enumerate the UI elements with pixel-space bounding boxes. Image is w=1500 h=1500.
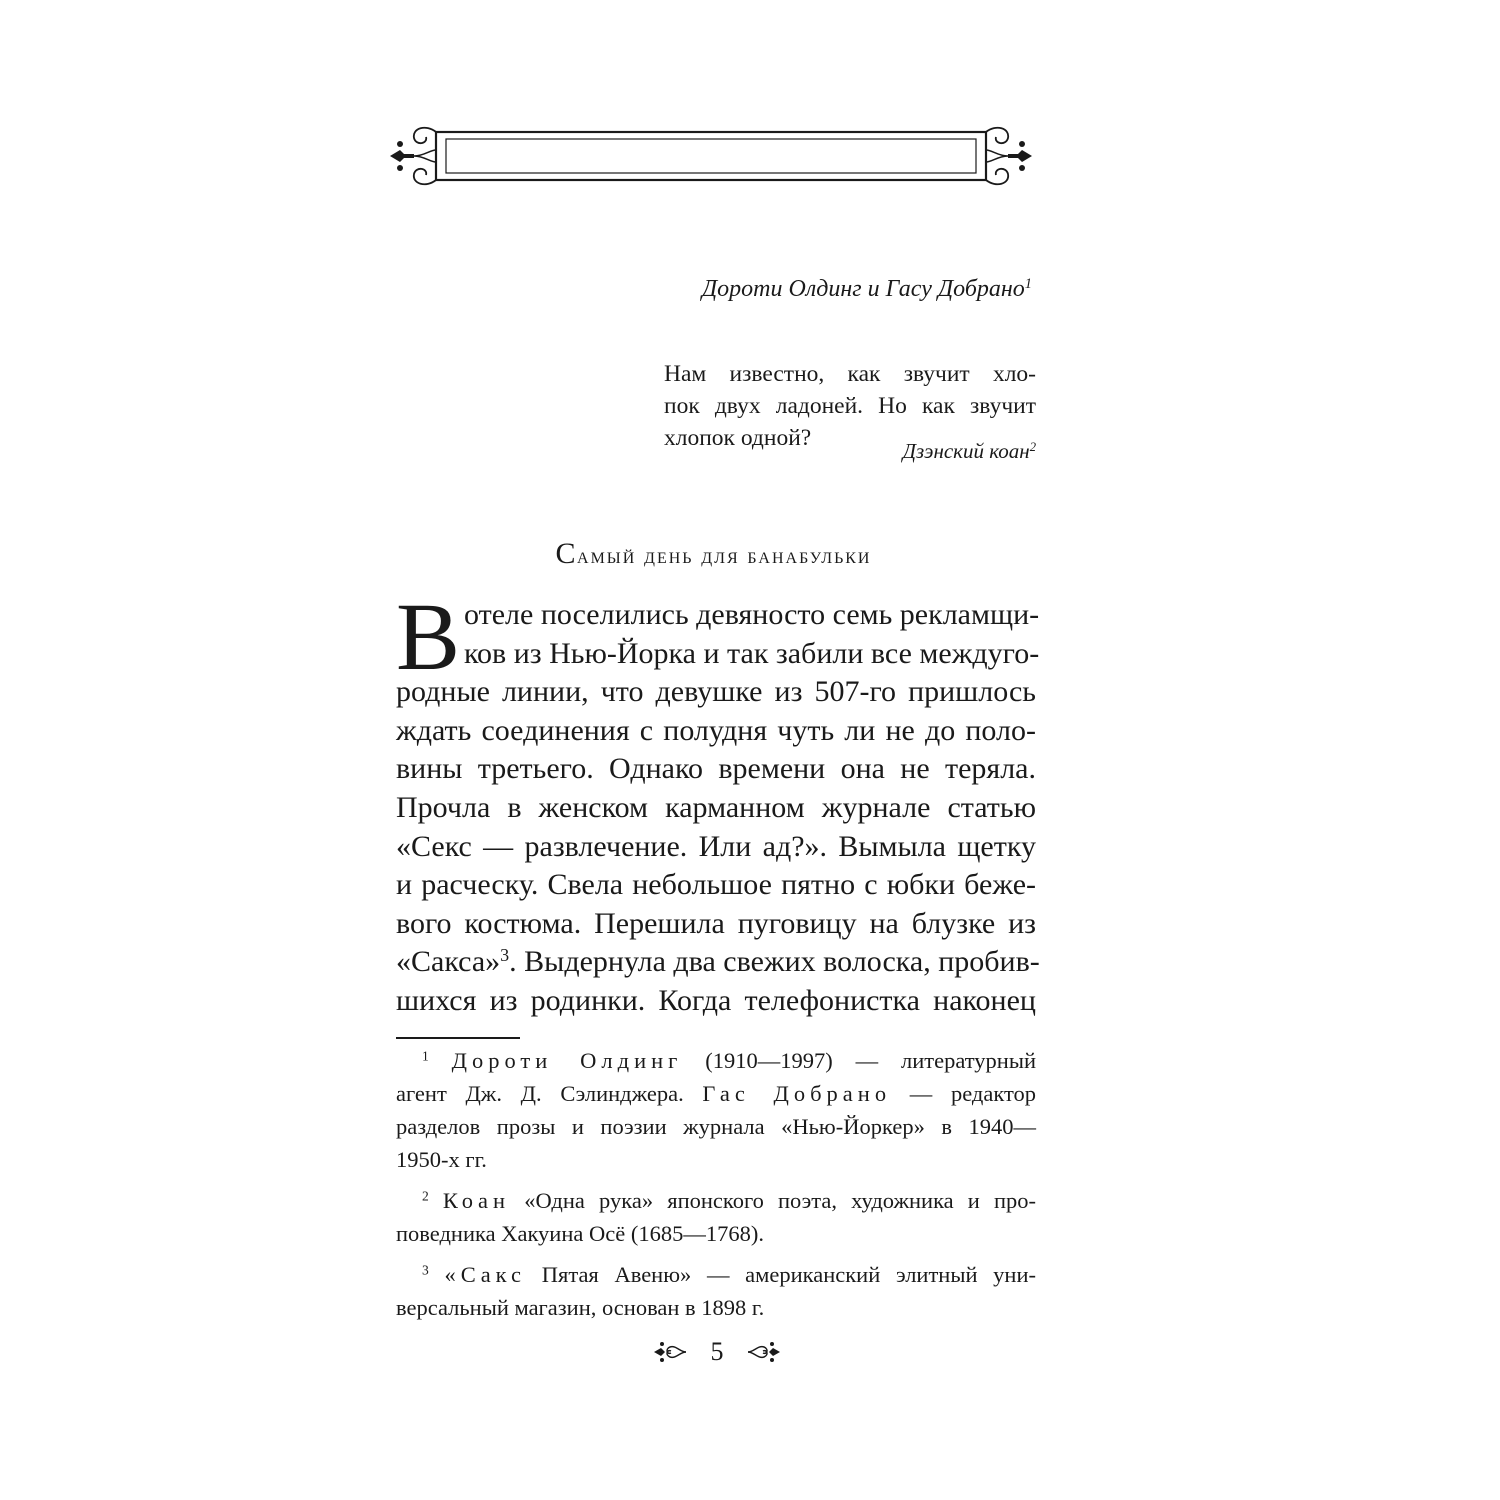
page-footer xyxy=(652,1335,782,1371)
footnote-text: Пятая Авеню» — американский элитный уни- xyxy=(541,1262,1037,1287)
footnote-text: (1910—1997) — литературный xyxy=(705,1048,1037,1073)
story-title-initial: С xyxy=(555,537,578,570)
epigraph-source xyxy=(903,437,1036,465)
footnote-1-name: Дороти Олдинг xyxy=(451,1048,683,1073)
dedication-text: Дороти Олдинг и Гасу Добрано xyxy=(701,276,1025,302)
footnote-text: — редактор xyxy=(909,1081,1037,1106)
fleuron-right-icon xyxy=(746,1339,782,1365)
body-line-start: «Сакса» xyxy=(396,945,501,979)
body-line: ждать соединения с полудня чуть ли не до поло- xyxy=(396,713,1036,747)
epigraph-line: хлопок одной? xyxy=(664,425,812,451)
story-title xyxy=(0,537,1427,571)
footnotes xyxy=(396,1044,1036,1324)
story-title-rest: амый день для банабульки xyxy=(577,543,872,568)
footnote-ref-1[interactable]: 1 xyxy=(1024,276,1032,293)
epigraph-source-text: Дзэнский коан xyxy=(902,439,1030,463)
body-line: отеле поселились девяносто семь рекламщи- xyxy=(464,598,1040,631)
body-line: ков из Нью-Йорка и так забили все междуго- xyxy=(464,636,1040,670)
footnote-separator xyxy=(396,1037,520,1039)
footnote-ref-2[interactable]: 2 xyxy=(1029,440,1036,455)
body-line: вого костюма. Перешила пуговицу на блузке из xyxy=(396,906,1036,940)
footnote-1-line xyxy=(396,1044,1036,1077)
footnote-2-line xyxy=(396,1184,1036,1217)
footnote-text: «Одна рука» японского поэта, художника и про- xyxy=(524,1188,1037,1213)
epigraph-line: Нам известно, как звучит хло- xyxy=(664,361,1036,387)
footnote-1-name-2: Гас Добрано xyxy=(702,1081,892,1106)
body-line: вины третьего. Однако времени она не теряла. xyxy=(396,752,1036,786)
body-line: «Секс — развлечение. Или ад?». Вымыла щетку xyxy=(396,829,1036,863)
body-line: Прочла в женском карманном журнале статью xyxy=(396,790,1036,824)
dedication xyxy=(702,273,1032,305)
footnote-1-line: 1950-х гг. xyxy=(396,1147,487,1172)
footnote-1-line xyxy=(396,1077,1036,1110)
body-line: родные линии, что девушке из 507-го пришлось xyxy=(396,675,1036,709)
footnote-2-line: поведника Хакуина Осё (1685—1768). xyxy=(396,1221,764,1246)
footnote-1-mark: 1 xyxy=(422,1048,429,1064)
page-number: 5 xyxy=(710,1337,724,1366)
footnote-ref-3[interactable]: 3 xyxy=(500,945,510,966)
header-ornament-frame xyxy=(386,120,1036,190)
footnote-1-line: разделов прозы и поэзии журнала «Нью-Йоркер» в 1940— xyxy=(396,1114,1036,1139)
epigraph-line: пок двух ладоней. Но как звучит xyxy=(664,393,1036,419)
footnote-3-mark: 3 xyxy=(422,1262,429,1278)
footnote-2-term: Коан xyxy=(442,1188,511,1213)
footnote-3-line: версальный магазин, основан в 1898 г. xyxy=(396,1295,765,1320)
body-line: и расческу. Свела небольшое пятно с юбки беже- xyxy=(396,868,1036,902)
drop-cap: В xyxy=(396,583,461,690)
story-body xyxy=(396,583,1040,1021)
footnote-2-mark: 2 xyxy=(422,1188,429,1204)
body-line: шихся из родинки. Когда телефонистка наконец xyxy=(396,983,1036,1017)
body-line-end: . Выдернула два свежих волоска, пробив- xyxy=(509,945,1040,979)
footnote-3-term: «Сакс xyxy=(444,1262,527,1287)
body-line-with-note xyxy=(396,943,1040,982)
footnote-text: агент Дж. Д. Сэлинджера. xyxy=(396,1081,684,1106)
footnote-3-line xyxy=(396,1258,1036,1291)
